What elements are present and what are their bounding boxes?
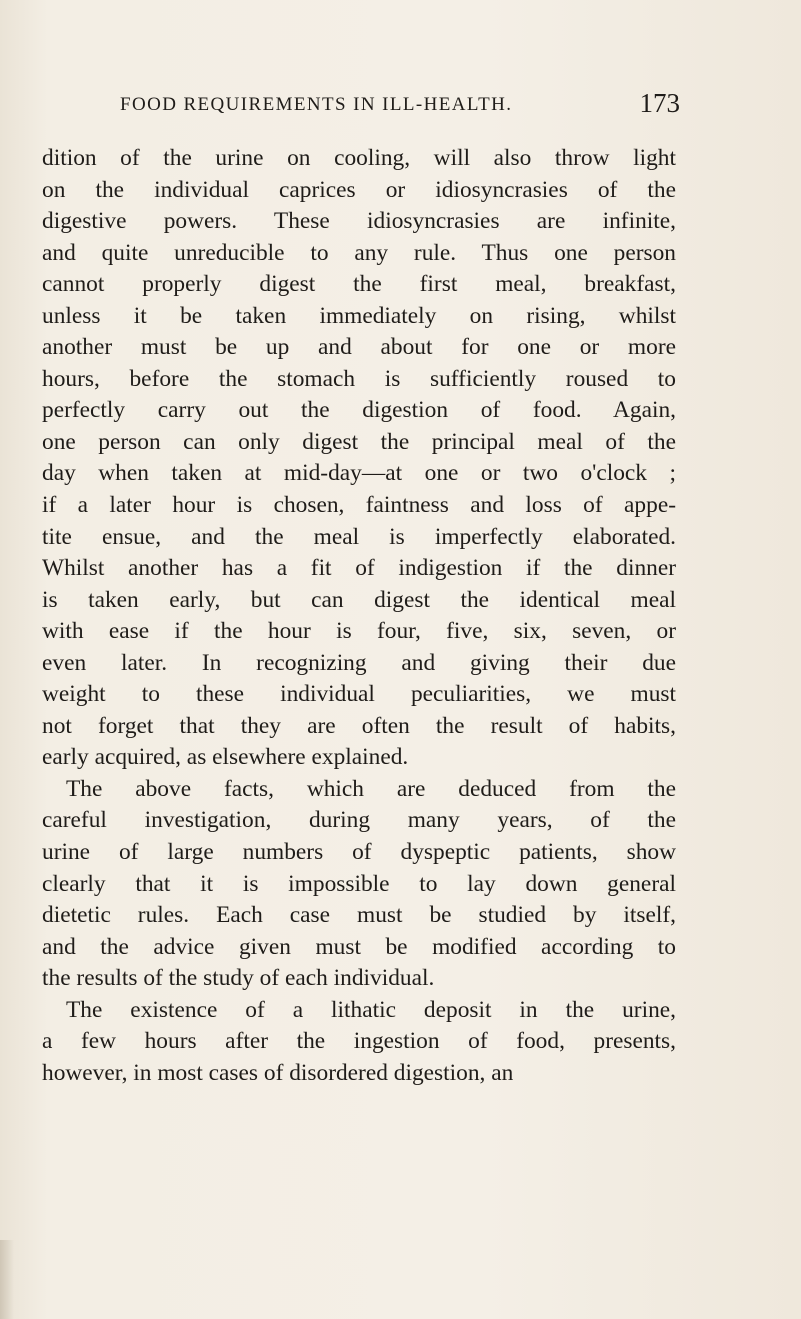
paragraph — [42, 774, 676, 995]
text-line: weight to these individual peculiarities, we must — [42, 681, 676, 708]
text-line: not forget that they are often the result of habits, — [42, 712, 676, 739]
text-line: perfectly carry out the digestion of food. Again, — [42, 397, 676, 424]
text-line: a few hours after the ingestion of food, presents, — [42, 1028, 676, 1055]
paragraph — [42, 143, 676, 774]
text-line: the results of the study of each individual. — [42, 965, 435, 992]
text-line: Whilst another has a fit of indigestion if the dinner — [42, 555, 676, 582]
text-line: unless it be taken immediately on rising, whilst — [42, 302, 676, 329]
text-line: digestive powers. These idiosyncrasies are infinite, — [42, 208, 676, 235]
text-line: cannot properly digest the first meal, breakfast, — [42, 271, 676, 298]
text-line: dietetic rules. Each case must be studied by itself, — [42, 902, 676, 929]
text-line: urine of large numbers of dyspeptic patients, show — [42, 839, 676, 866]
text-line: hours, before the stomach is sufficiently roused to — [42, 365, 676, 392]
text-line: careful investigation, during many years, of the — [42, 807, 676, 834]
text-line: early acquired, as elsewhere explained. — [42, 744, 409, 771]
page-edge-shadow — [0, 1240, 14, 1319]
text-line: one person can only digest the principal meal of the — [42, 428, 676, 455]
text-line: with ease if the hour is four, five, six, seven, or — [42, 618, 676, 645]
paragraph — [42, 995, 676, 1090]
text-line: day when taken at mid-day—at one or two o'clock ; — [42, 460, 676, 487]
body-text — [42, 143, 676, 1089]
text-line: tite ensue, and the meal is imperfectly elaborated. — [42, 523, 676, 550]
text-line: The existence of a lithatic deposit in the urine, — [66, 996, 676, 1023]
text-line: clearly that it is impossible to lay down general — [42, 870, 676, 897]
text-line: and quite unreducible to any rule. Thus one person — [42, 239, 676, 266]
page-number: 173 — [639, 88, 680, 118]
text-line: is taken early, but can digest the identical meal — [42, 586, 676, 613]
text-line: dition of the urine on cooling, will also throw light — [42, 145, 676, 171]
running-title: FOOD REQUIREMENTS IN ILL-HEALTH. — [120, 94, 513, 115]
text-line: and the advice given must be modified according to — [42, 933, 676, 960]
text-line: on the individual caprices or idiosyncrasies of the — [42, 176, 676, 203]
text-line: if a later hour is chosen, faintness and loss of appe- — [42, 492, 676, 519]
text-line: another must be up and about for one or more — [42, 334, 676, 361]
text-line: even later. In recognizing and giving their due — [42, 649, 676, 676]
page-header — [120, 88, 680, 122]
text-line: The above facts, which are deduced from the — [66, 775, 676, 802]
text-line: however, in most cases of disordered digestion, an — [42, 1059, 514, 1086]
